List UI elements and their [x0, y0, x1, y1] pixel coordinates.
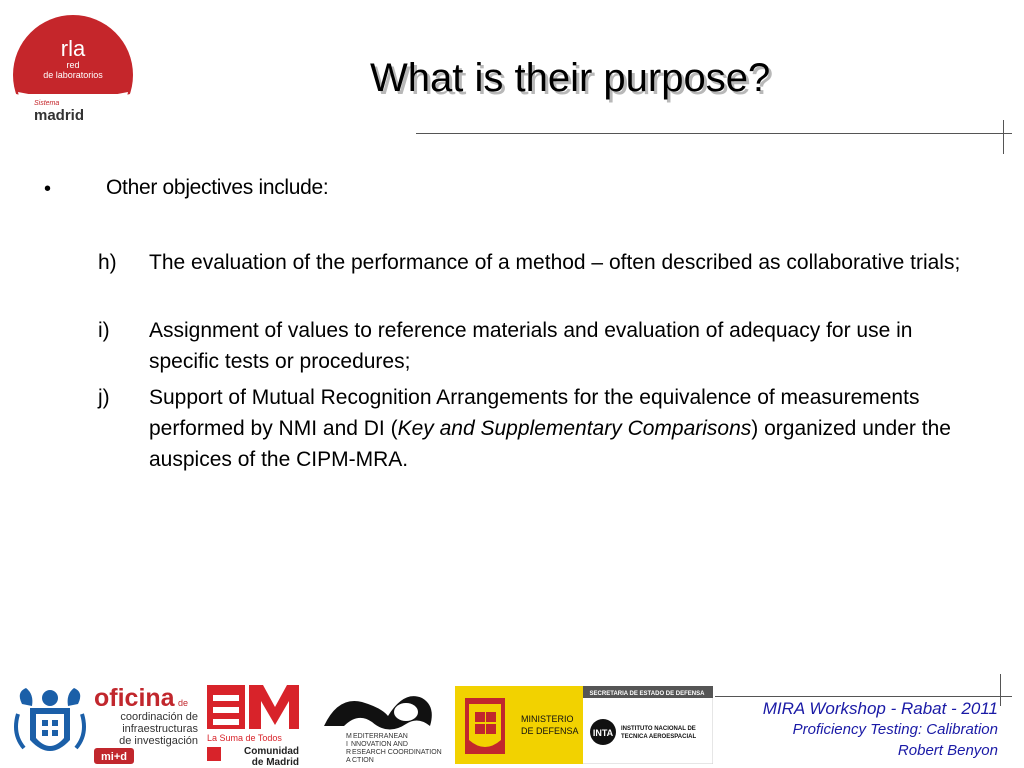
list-item-text-part: ) organized under the auspices of the CIPM-MRA.	[149, 417, 951, 471]
list-item-text-part: Support of Mutual Recognition Arrangements for the equivalence of measurements performed by NMI and DI (	[149, 386, 920, 440]
list-item-text: The evaluation of the performance of a method – often described as collaborative trials;	[149, 251, 961, 274]
svg-text:de laboratorios: de laboratorios	[43, 70, 103, 80]
title-divider-tick	[1003, 120, 1004, 154]
footer-topic: Proficiency Testing: Calibration	[792, 721, 998, 738]
list-item	[98, 247, 978, 278]
list-item-text	[149, 382, 978, 475]
list-item	[98, 382, 978, 475]
footer-divider	[715, 696, 1012, 697]
svg-text:NNOVATION AND: NNOVATION AND	[351, 741, 408, 748]
svg-text:mi+d: mi+d	[101, 751, 127, 763]
svg-text:MINISTERIO: MINISTERIO	[521, 714, 574, 724]
svg-text:R: R	[346, 749, 352, 756]
svg-text:CTION: CTION	[352, 757, 374, 764]
ministerio-defensa-inta-logo	[455, 686, 713, 764]
svg-text:de: de	[178, 698, 189, 708]
svg-text:TECNICA AEROESPACIAL: TECNICA AEROESPACIAL	[621, 734, 697, 740]
mira-logo	[318, 686, 448, 764]
svg-text:INSTITUTO NACIONAL DE: INSTITUTO NACIONAL DE	[621, 726, 696, 732]
list-item-text-italic: Key and Supplementary Comparisons	[397, 417, 752, 440]
list-item-label: h)	[98, 251, 117, 274]
svg-text:de investigación: de investigación	[119, 735, 198, 747]
svg-text:DE DEFENSA: DE DEFENSA	[521, 726, 579, 736]
title-divider	[416, 133, 1012, 134]
svg-text:M: M	[346, 733, 352, 740]
svg-text:rla: rla	[60, 36, 86, 61]
svg-text:La Suma de Todos: La Suma de Todos	[207, 733, 282, 743]
svg-text:INTA: INTA	[592, 728, 614, 738]
svg-text:Sistema: Sistema	[34, 100, 60, 107]
svg-text:I: I	[346, 741, 348, 748]
footer-divider-tick	[1000, 674, 1001, 706]
comunidad-madrid-logo	[205, 683, 301, 767]
footer-author: Robert Benyon	[897, 742, 998, 759]
svg-text:Comunidad: Comunidad	[244, 746, 299, 757]
rla-logo	[12, 12, 134, 138]
list-item	[98, 315, 978, 377]
svg-text:ESEARCH COORDINATION: ESEARCH COORDINATION	[352, 749, 442, 756]
svg-text:red: red	[66, 60, 80, 70]
svg-text:madrid: madrid	[34, 107, 85, 124]
svg-text:infraestructuras: infraestructuras	[122, 723, 198, 735]
list-item-label: j)	[98, 386, 110, 409]
oficina-logo	[94, 684, 202, 766]
svg-text:EDITERRANEAN: EDITERRANEAN	[353, 733, 408, 740]
svg-text:oficina: oficina	[94, 684, 175, 712]
svg-text:coordinación de: coordinación de	[120, 711, 198, 723]
list-item-label: i)	[98, 319, 110, 342]
svg-text:A: A	[346, 757, 351, 764]
list-item-text: Assignment of values to reference materials and evaluation of adequacy for use in specific tests or procedures;	[149, 319, 913, 373]
bullet-marker: •	[44, 178, 52, 200]
footer-caption	[763, 698, 998, 761]
svg-text:de Madrid: de Madrid	[251, 757, 299, 767]
objectives-heading: Other objectives include:	[106, 176, 329, 199]
footer-workshop: MIRA Workshop - Rabat - 2011	[762, 699, 998, 718]
page-title: What is their purpose?	[370, 56, 771, 100]
svg-text:SECRETARIA DE ESTADO DE DEFENS: SECRETARIA DE ESTADO DE DEFENSA	[589, 691, 705, 697]
university-crest-logo	[12, 684, 88, 764]
